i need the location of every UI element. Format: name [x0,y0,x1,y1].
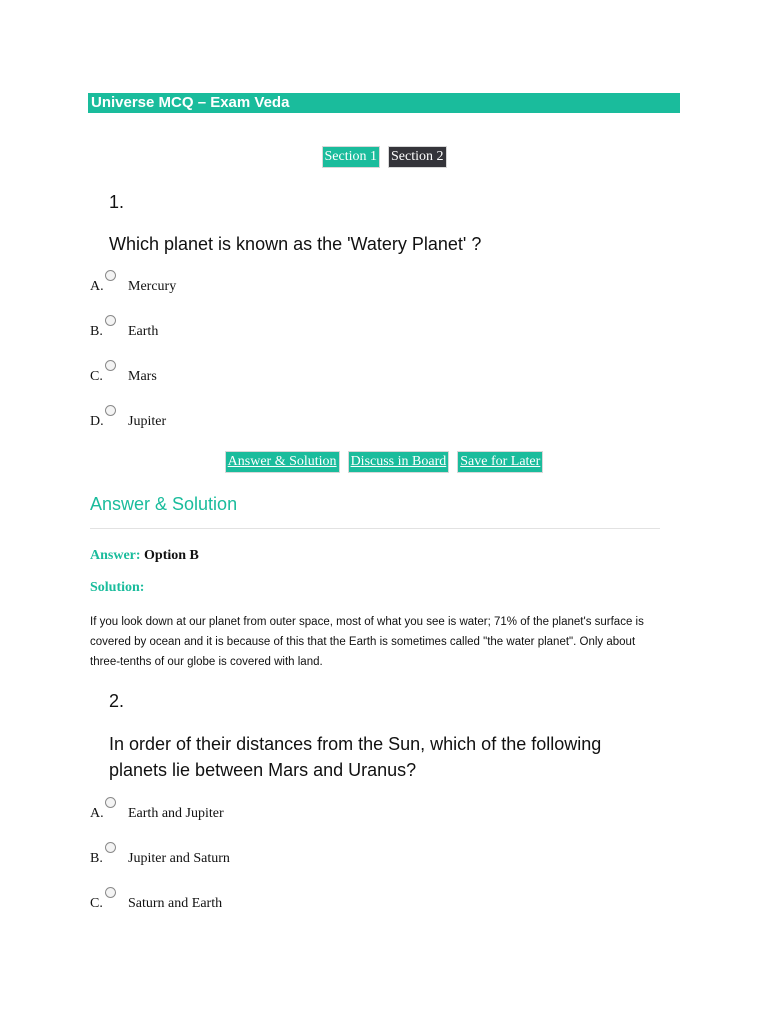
page-title: Universe MCQ – Exam Veda [88,93,680,113]
question-number: 1. [109,192,125,212]
option-text: Earth [128,324,159,339]
option-letter: C. [90,369,103,384]
answer-solution-button[interactable]: Answer & Solution [225,451,340,473]
radio-button[interactable] [105,315,116,326]
option-letter: C. [90,896,103,911]
solution-label: Solution: [90,580,145,595]
question-number: 2. [109,691,125,711]
option-text: Saturn and Earth [128,896,223,911]
question-text: In order of their distances from the Sun, which of the following planets lie between Mars and Uranus? [109,734,602,780]
tab-section-1[interactable]: Section 1 [322,146,381,168]
answer-line [90,548,199,564]
option-letter: A. [90,279,104,294]
radio-button[interactable] [105,797,116,808]
divider [90,528,660,529]
option-text: Mercury [128,279,177,294]
option-text: Jupiter [128,414,167,429]
radio-button[interactable] [105,887,116,898]
answer-value: Option B [144,548,199,563]
radio-button[interactable] [105,360,116,371]
answer-label: Answer: [90,548,141,563]
option-letter: D. [90,414,104,429]
radio-button[interactable] [105,270,116,281]
question-actions [0,451,768,473]
option-letter: B. [90,324,103,339]
radio-button[interactable] [105,405,116,416]
option-text: Mars [128,369,157,384]
radio-button[interactable] [105,842,116,853]
option-text: Jupiter and Saturn [128,851,230,866]
section-tabs [0,146,768,168]
question-text: Which planet is known as the 'Watery Planet' ? [109,234,482,254]
tab-section-2[interactable]: Section 2 [388,146,447,168]
answer-solution-heading: Answer & Solution [90,494,238,514]
option-letter: B. [90,851,103,866]
solution-text: If you look down at our planet from outer space, most of what you see is water; 71% of the planet's surface is covered by ocean and it is because of this that the Earth is sometimes called "the water planet". Only about three-tenths of our globe is covered with land. [90,616,644,668]
save-for-later-button[interactable]: Save for Later [457,451,543,473]
discuss-in-board-button[interactable]: Discuss in Board [348,451,450,473]
option-letter: A. [90,806,104,821]
option-text: Earth and Jupiter [128,806,224,821]
